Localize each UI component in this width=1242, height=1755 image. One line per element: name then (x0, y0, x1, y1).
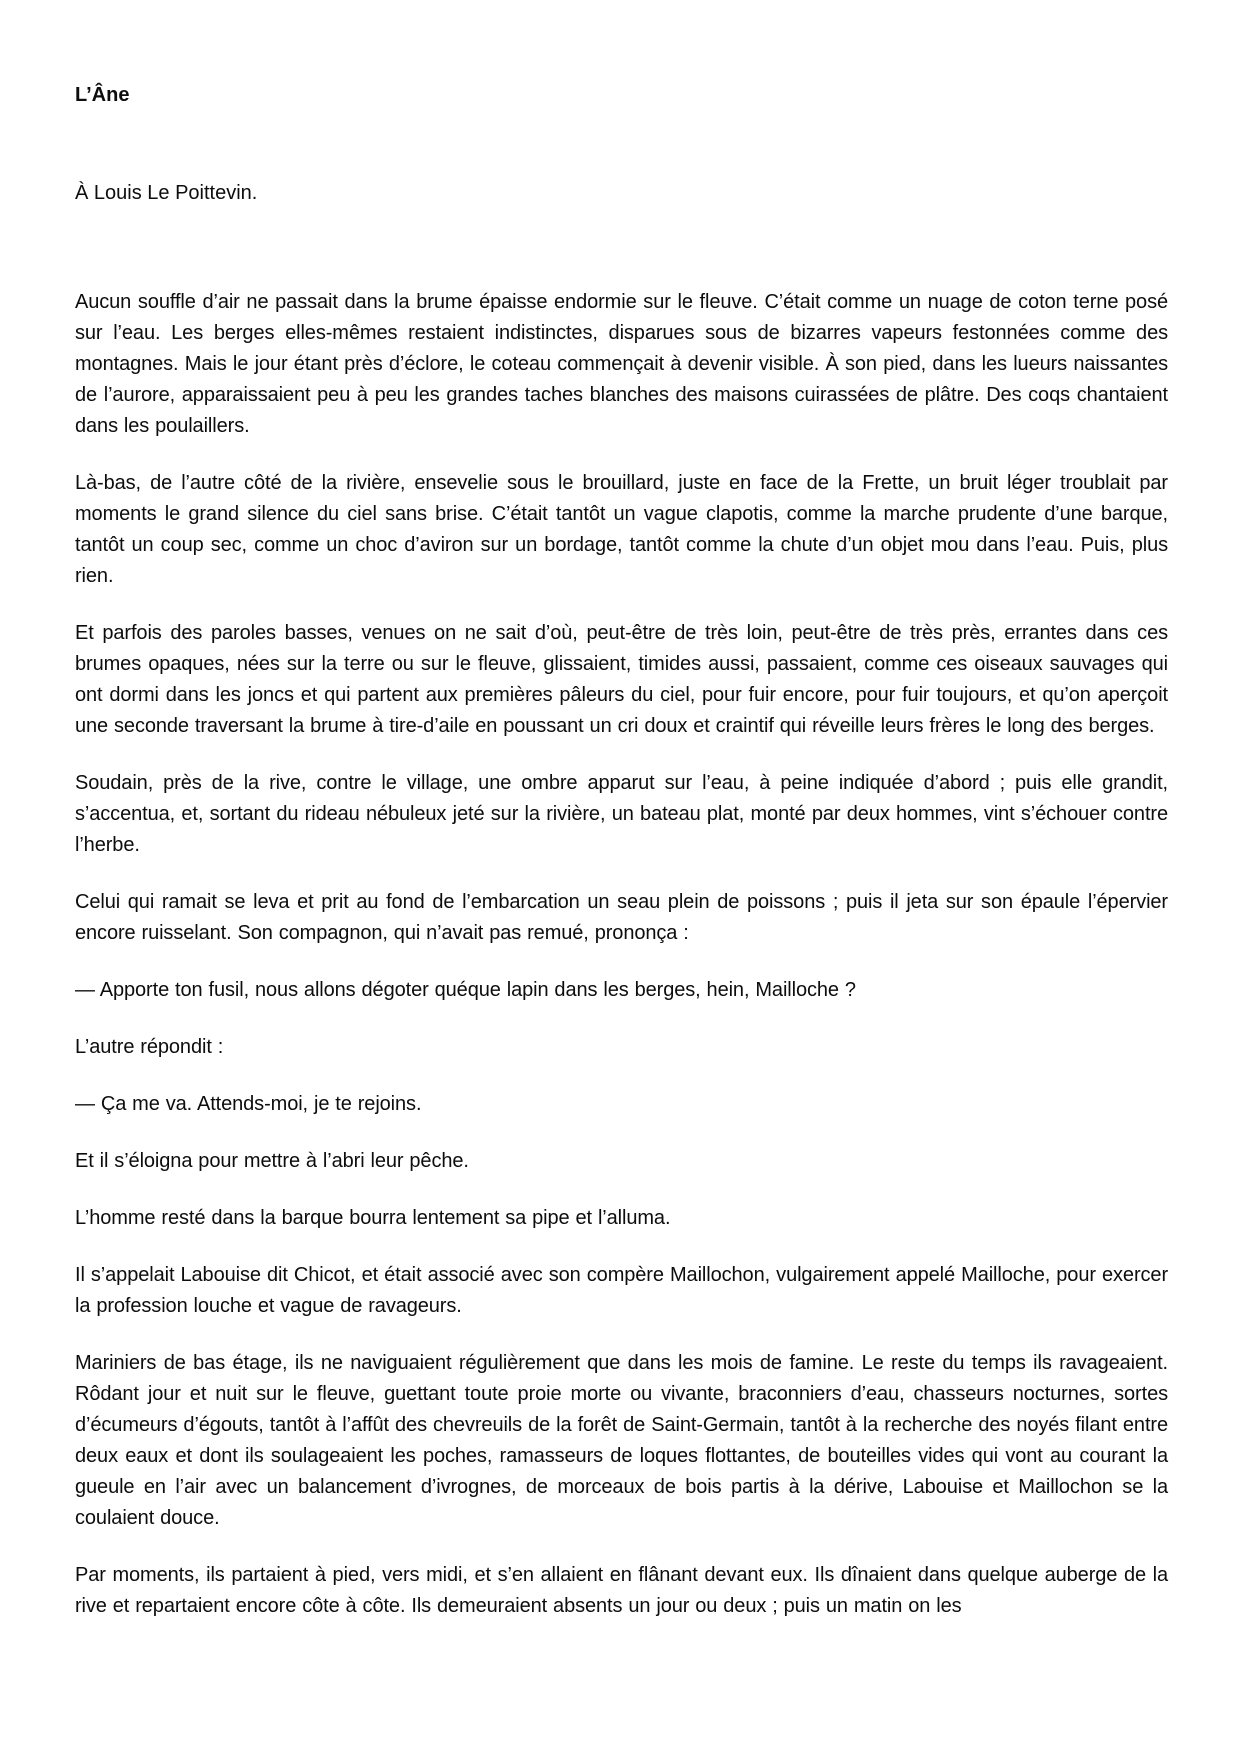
story-title: L’Âne (75, 84, 130, 106)
dedication: À Louis Le Poittevin. (75, 182, 258, 204)
paragraph: L’homme resté dans la barque bourra lentement sa pipe et l’alluma. (75, 1207, 671, 1229)
paragraph: Aucun souffle d’air ne passait dans la brume épaisse endormie sur le fleuve. C’était comme un nuage de coton terne posé sur l’eau. Les berges elles-mêmes restaient indistinctes, disparues sous de bizarres vapeurs festonnées comme des montagnes. Mais le jour étant près d’éclore, le coteau commençait à devenir visible. À son pied, dans les lueurs naissantes de l’aurore, apparaissaient peu à peu les grandes taches blanches des maisons cuirassées de plâtre. Des coqs chantaient dans les poulaillers. (75, 291, 1168, 437)
paragraph: Mariniers de bas étage, ils ne naviguaient régulièrement que dans les mois de famine. Le reste du temps ils ravageaient. Rôdant jour et nuit sur le fleuve, guettant toute proie morte ou vivante, braconniers d’eau, chasseurs nocturnes, sortes d’écumeurs d’égouts, tantôt à l’affût des chevreuils de la forêt de Saint-Germain, tantôt à la recherche des noyés filant entre deux eaux et dont ils soulageaient les poches, ramasseurs de loques flottantes, de bouteilles vides qui vont au courant la gueule en l’air avec un balancement d’ivrognes, de morceaux de bois partis à la dérive, Labouise et Maillochon se la coulaient douce. (75, 1352, 1168, 1529)
paragraph: Celui qui ramait se leva et prit au fond de l’embarcation un seau plein de poissons ; puis il jeta sur son épaule l’épervier encore ruisselant. Son compagnon, qui n’avait pas remué, prononça : (75, 891, 1168, 944)
paragraph: Soudain, près de la rive, contre le village, une ombre apparut sur l’eau, à peine indiquée d’abord ; puis elle grandit, s’accentua, et, sortant du rideau nébuleux jeté sur la rivière, un bateau plat, monté par deux hommes, vint s’échouer contre l’herbe. (75, 772, 1168, 856)
paragraph: Il s’appelait Labouise dit Chicot, et était associé avec son compère Maillochon, vulgairement appelé Mailloche, pour exercer la profession louche et vague de ravageurs. (75, 1264, 1168, 1317)
paragraph: Et il s’éloigna pour mettre à l’abri leur pêche. (75, 1150, 469, 1172)
paragraph: Et parfois des paroles basses, venues on ne sait d’où, peut-être de très loin, peut-être de très près, errantes dans ces brumes opaques, nées sur la terre ou sur le fleuve, glissaient, timides aussi, passaient, comme ces oiseaux sauvages qui ont dormi dans les joncs et qui partent aux premières pâleurs du ciel, pour fuir encore, pour fuir toujours, et qu’on aperçoit une seconde traversant la brume à tire-d’aile en poussant un cri doux et craintif qui réveille leurs frères le long des berges. (75, 622, 1168, 737)
paragraph: L’autre répondit : (75, 1036, 224, 1058)
paragraph: — Ça me va. Attends-moi, je te rejoins. (75, 1093, 422, 1115)
paragraph: Là-bas, de l’autre côté de la rivière, ensevelie sous le brouillard, juste en face de la Frette, un bruit léger troublait par moments le grand silence du ciel sans brise. C’était tantôt un vague clapotis, comme la marche prudente d’une barque, tantôt un coup sec, comme un choc d’aviron sur un bordage, tantôt comme la chute d’un objet mou dans l’eau. Puis, plus rien. (75, 472, 1168, 587)
story-body (75, 287, 1168, 1622)
paragraph: Par moments, ils partaient à pied, vers midi, et s’en allaient en flânant devant eux. Ils dînaient dans quelque auberge de la rive et repartaient encore côte à côte. Ils demeuraient absents un jour ou deux ; puis un matin on les (75, 1564, 1168, 1617)
paragraph: — Apporte ton fusil, nous allons dégoter quéque lapin dans les berges, hein, Mailloche ? (75, 979, 856, 1001)
